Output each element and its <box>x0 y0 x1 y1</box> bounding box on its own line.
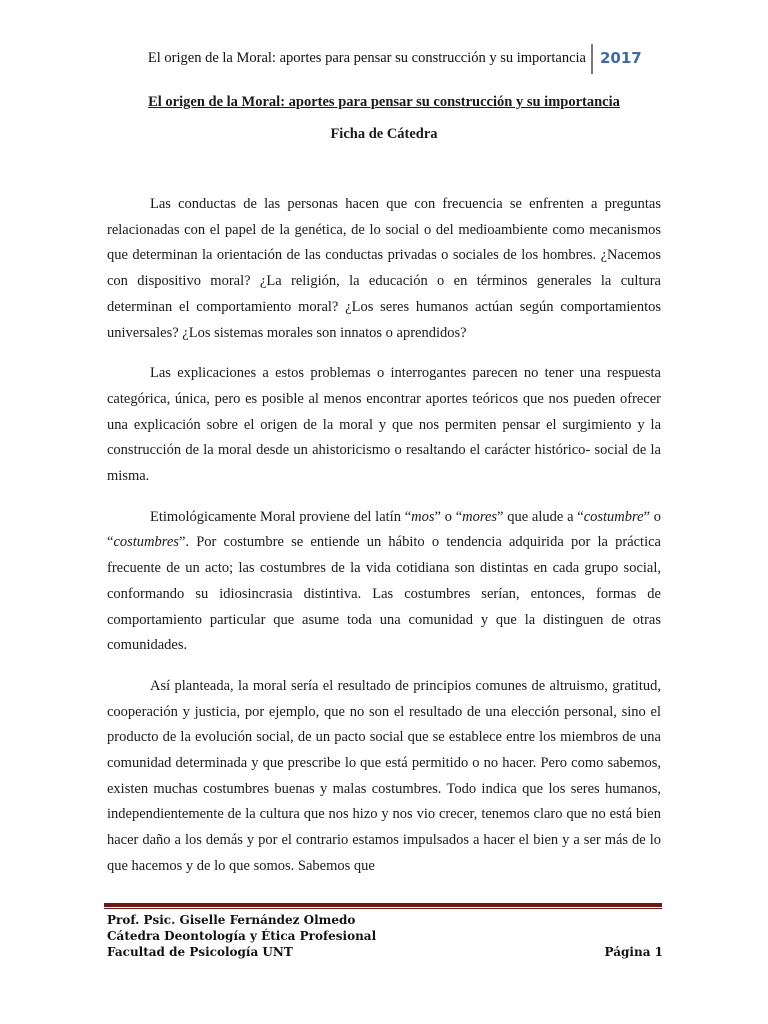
p3-text-5: ”. Por costumbre se entiende un hábito o tendencia adquirida por la práctica frecuente de un acto; las costumbres de la vida cotidiana son distintas en cada grupo social, conformando su idiosincrasia distintiva. Las costumbres serían, entonces, formas de comportamiento particular que asume toda una comunidad y que la distinguen de otras comunidades. <box>107 534 661 654</box>
document-title: El origen de la Moral: aportes para pensar su construcción y su importancia <box>148 94 620 110</box>
footer-faculty: Facultad de Psicología UNT <box>107 945 293 959</box>
page-footer <box>107 912 663 960</box>
p3-text-3: ” que alude a “ <box>497 508 584 525</box>
p3-text-4: ” o “ <box>107 508 661 551</box>
paragraph-2: Las explicaciones a estos problemas o interrogantes parecen no tener una respuesta categórica, única, pero es posible al menos encontrar aportes teóricos que nos pueden ofrecer una explicación sobre el origen de la moral y que nos permiten pensar el surgimiento y la construcción de la moral desde un ahistoricismo o resaltando el carácter histórico- social de la misma. <box>107 365 661 485</box>
running-header-title: El origen de la Moral: aportes para pensar su construcción y su importancia <box>147 50 586 66</box>
p3-term-costumbres: costumbres <box>113 534 179 551</box>
footer-last-row <box>107 944 663 960</box>
footer-chair: Cátedra Deontología y Ética Profesional <box>107 929 377 943</box>
document-subtitle: Ficha de Cátedra <box>330 126 438 142</box>
p3-term-mores: mores <box>462 508 498 525</box>
footer-rule <box>104 903 662 907</box>
p3-term-costumbre: costumbre <box>583 508 644 525</box>
p3-text-1: Etimológicamente Moral proviene del latín “ <box>150 508 412 525</box>
running-header <box>0 44 768 76</box>
header-separator <box>591 44 593 74</box>
p3-term-mos: mos <box>411 508 435 525</box>
p3-text-2: ” o “ <box>434 508 463 525</box>
footer-page-number: Página 1 <box>604 945 663 959</box>
paragraph-4: Así planteada, la moral sería el resultado de principios comunes de altruismo, gratitud, cooperación y justicia, por ejemplo, que no son el resultado de una elección personal, sino el producto de la evolución social, de un pacto social que se establece entre los miembros de una comunidad determinada y que prescribe lo que está permitido o no hacer. Pero como sabemos, existen muchas costumbres buenas y malas costumbres. Todo indica que los seres humanos, independientemente de la cultura que nos hizo y nos vio crecer, tenemos claro que no está bien hacer daño a los demás y por el contrario estamos impulsados a hacer el bien y a ser más de lo que hacemos y de lo que somos. Sabemos que <box>107 677 661 874</box>
footer-author: Prof. Psic. Giselle Fernández Olmedo <box>107 913 356 927</box>
header-year: 2017 <box>600 49 642 67</box>
footer-rule-thin <box>104 908 662 909</box>
body-text <box>107 192 661 895</box>
paragraph-1: Las conductas de las personas hacen que con frecuencia se enfrenten a preguntas relacionadas con el papel de la genética, de lo social o del medioambiente como mecanismos que determinan la orientación de las conductas privadas o sociales de los hombres. ¿Nacemos con dispositivo moral? ¿La religión, la educación o en términos generales la cultura determinan el comportamiento moral? ¿Los seres humanos actúan según comportamientos universales? ¿Los sistemas morales son innatos o aprendidos? <box>107 196 661 341</box>
paragraph-3 <box>107 505 661 659</box>
